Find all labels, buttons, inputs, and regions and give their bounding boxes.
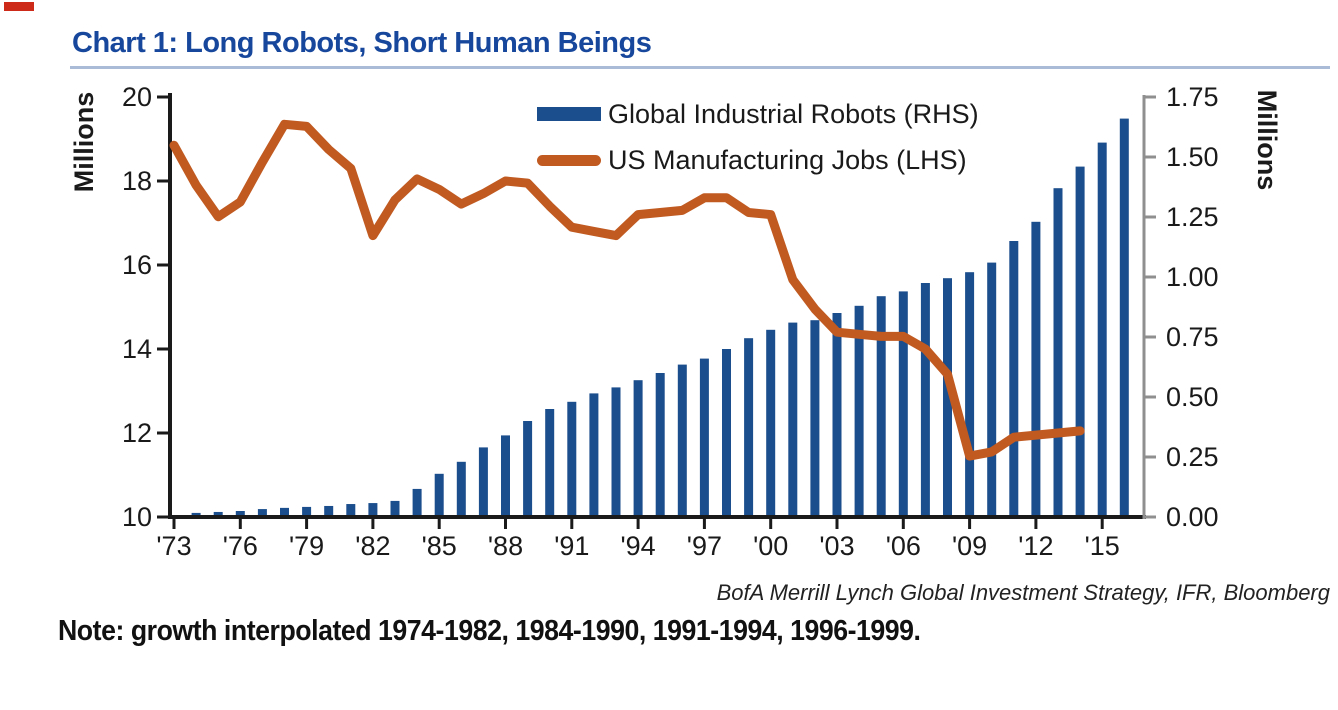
bar-2010 — [987, 263, 996, 519]
left-tick-label: 18 — [121, 166, 152, 196]
right-tick-label: 0.75 — [1166, 322, 1219, 352]
bar-1995 — [656, 373, 665, 519]
x-tick-label: '94 — [620, 531, 656, 561]
x-tick-label: '15 — [1084, 531, 1120, 561]
right-tick-label: 1.75 — [1166, 82, 1219, 112]
right-tick-label: 0.00 — [1166, 502, 1219, 532]
bar-2015 — [1098, 143, 1107, 519]
bar-2006 — [899, 291, 908, 519]
x-tick-label: '73 — [156, 531, 192, 561]
left-tick-label: 10 — [121, 502, 152, 532]
x-tick-label: '91 — [554, 531, 590, 561]
bar-1988 — [501, 435, 510, 519]
bar-2002 — [810, 320, 819, 519]
x-tick-label: '97 — [686, 531, 722, 561]
bar-2005 — [877, 296, 886, 519]
chart-legend — [537, 98, 979, 176]
bar-2013 — [1054, 188, 1063, 519]
x-tick-label: '76 — [222, 531, 258, 561]
bar-1985 — [435, 474, 444, 519]
legend-item-jobs — [537, 144, 979, 176]
bar-2001 — [788, 323, 797, 519]
left-tick-label: 12 — [121, 418, 152, 448]
right-axis-title: Millions — [1252, 89, 1282, 191]
chart-title: Chart 1: Long Robots, Short Human Beings — [72, 27, 652, 59]
bar-1987 — [479, 447, 488, 519]
right-tick-label: 1.25 — [1166, 202, 1219, 232]
bar-2000 — [766, 330, 775, 519]
x-tick-label: '03 — [819, 531, 855, 561]
bar-2007 — [921, 283, 930, 519]
x-tick-label: '09 — [952, 531, 988, 561]
bar-1993 — [612, 387, 621, 519]
bar-2011 — [1009, 241, 1018, 519]
bar-1996 — [678, 365, 687, 519]
left-tick-label: 20 — [121, 82, 152, 112]
footnote: Note: growth interpolated 1974-1982, 1984-1990, 1991-1994, 1996-1999. — [58, 615, 921, 647]
right-tick-label: 1.50 — [1166, 142, 1219, 172]
x-tick-label: '88 — [487, 531, 524, 561]
bar-1990 — [545, 409, 554, 519]
bar-2003 — [833, 313, 842, 519]
bar-2016 — [1120, 119, 1129, 519]
bar-1992 — [589, 393, 598, 519]
right-tick-label: 1.00 — [1166, 262, 1219, 292]
legend-label: Global Industrial Robots (RHS) — [608, 98, 979, 129]
right-tick-label: 0.25 — [1166, 442, 1219, 472]
bar-1991 — [567, 402, 576, 519]
right-tick-label: 0.50 — [1166, 382, 1219, 412]
bar-2012 — [1031, 222, 1040, 519]
x-tick-label: '12 — [1018, 531, 1054, 561]
source-attribution: BofA Merrill Lynch Global Investment Strategy, IFR, Bloomberg — [716, 580, 1330, 605]
bar-2014 — [1076, 167, 1085, 519]
legend-label: US Manufacturing Jobs (LHS) — [608, 144, 967, 175]
line-swatch-icon — [537, 155, 601, 166]
x-tick-label: '00 — [753, 531, 789, 561]
bar-1986 — [457, 462, 466, 519]
x-tick-label: '79 — [289, 531, 325, 561]
x-tick-label: '82 — [355, 531, 391, 561]
bar-1997 — [700, 359, 709, 519]
left-tick-label: 16 — [121, 250, 152, 280]
x-tick-label: '06 — [885, 531, 921, 561]
bar-2009 — [965, 272, 974, 519]
bar-1999 — [744, 338, 753, 519]
legend-item-robots — [537, 98, 979, 130]
bar-1998 — [722, 349, 731, 519]
bar-1984 — [413, 489, 422, 519]
left-axis-title: Millions — [69, 91, 99, 193]
left-tick-label: 14 — [121, 334, 152, 364]
bar-1994 — [634, 380, 643, 519]
bar-swatch-icon — [537, 107, 601, 121]
x-tick-label: '85 — [421, 531, 457, 561]
bar-1989 — [523, 421, 532, 519]
